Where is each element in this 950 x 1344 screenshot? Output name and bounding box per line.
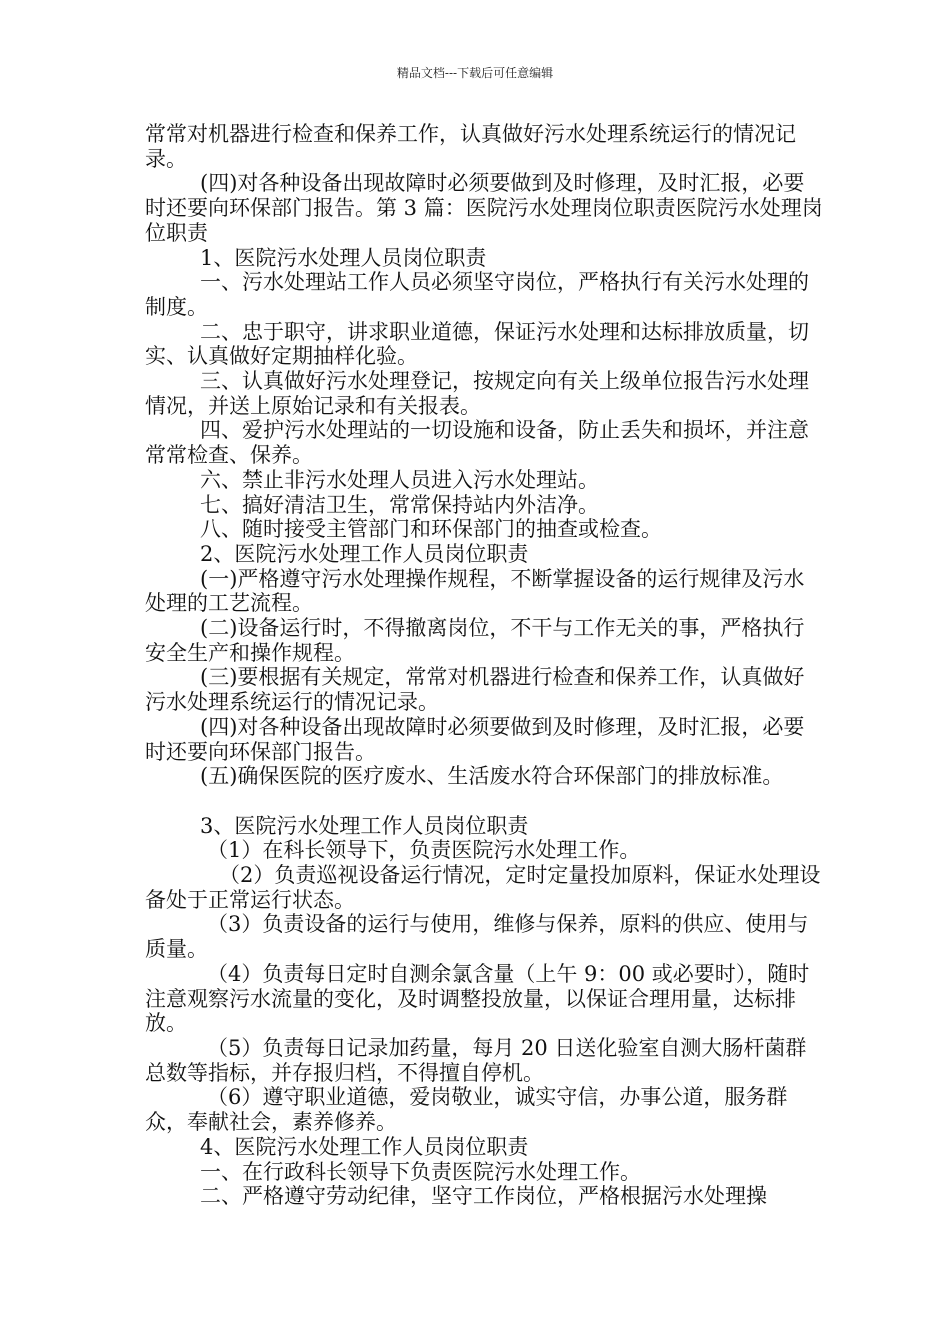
document-body xyxy=(145,122,825,1209)
section-heading: 4、医院污水处理工作人员岗位职责 xyxy=(200,1134,529,1159)
paragraph: （3）负责设备的运行与使用，维修与保养，原料的供应、使用与质量。 xyxy=(145,912,809,962)
paragraph: 二、忠于职守，讲求职业道德，保证污水处理和达标排放质量，切实、认真做好定期抽样化验。 xyxy=(145,319,809,369)
paragraph: （6）遵守职业道德，爱岗敬业，诚实守信，办事公道，服务群众，奉献社会，素养修养。 xyxy=(145,1085,788,1135)
section-heading: 2、医院污水处理工作人员岗位职责 xyxy=(200,541,529,566)
blank-line xyxy=(145,789,825,814)
paragraph: （2）负责巡视设备运行情况，定时定量投加原料，保证水处理设备处于正常运行状态。 xyxy=(145,863,821,912)
paragraph: 三、认真做好污水处理登记，按规定向有关上级单位报告污水处理情况，并送上原始记录和有关报表。 xyxy=(145,369,809,418)
section-heading: 3、医院污水处理工作人员岗位职责 xyxy=(200,813,529,838)
paragraph: 一、在行政科长领导下负责医院污水处理工作。 xyxy=(200,1159,641,1184)
paragraph: 八、随时接受主管部门和环保部门的抽查或检查。 xyxy=(200,517,662,542)
paragraph: 六、禁止非污水处理人员进入污水处理站。 xyxy=(200,467,599,492)
paragraph: (四)对各种设备出现故障时必须要做到及时修理，及时汇报，必要时还要向环保部门报告。 xyxy=(145,714,805,764)
paragraph: (三)要根据有关规定，常常对机器进行检查和保养工作，认真做好污水处理系统运行的情况记录。 xyxy=(145,665,805,715)
paragraph: 常常对机器进行检查和保养工作，认真做好污水处理系统运行的情况记录。 xyxy=(145,122,796,171)
page-header: 精品文档---下载后可任意编辑 xyxy=(396,66,554,80)
paragraph: 一、污水处理站工作人员必须坚守岗位，严格执行有关污水处理的制度。 xyxy=(145,270,809,319)
paragraph: (五)确保医院的医疗废水、生活废水符合环保部门的排放标准。 xyxy=(200,764,784,789)
paragraph: （5）负责每日记录加药量，每月 20 日送化验室自测大肠杆菌群总数等指标，并存报归档，不得擅自停机。 xyxy=(145,1036,807,1085)
paragraph: (四)对各种设备出现故障时必须要做到及时修理，及时汇报，必要时还要向环保部门报告。第 3 篇：医院污水处理岗位职责医院污水处理岗位职责 xyxy=(145,171,823,245)
paragraph: 四、爱护污水处理站的一切设施和设备，防止丢失和损坏，并注意常常检查、保养。 xyxy=(145,418,809,468)
section-heading: 1、医院污水处理人员岗位职责 xyxy=(200,245,487,270)
paragraph: (一)严格遵守污水处理操作规程，不断掌握设备的运行规律及污水处理的工艺流程。 xyxy=(145,566,805,616)
paragraph: (二)设备运行时，不得撤离岗位，不干与工作无关的事，严格执行安全生产和操作规程。 xyxy=(145,616,805,665)
paragraph: （1）在科长领导下，负责医院污水处理工作。 xyxy=(207,838,641,863)
paragraph: （4）负责每日定时自测余氯含量（上午 9：00 或必要时），随时注意观察污水流量的变化，及时调整投放量，以保证合理用量，达标排放。 xyxy=(145,961,810,1036)
paragraph: 七、搞好清洁卫生，常常保持站内外洁净。 xyxy=(200,492,599,517)
paragraph: 二、严格遵守劳动纪律，坚守工作岗位，严格根据污水处理操 xyxy=(200,1184,767,1209)
